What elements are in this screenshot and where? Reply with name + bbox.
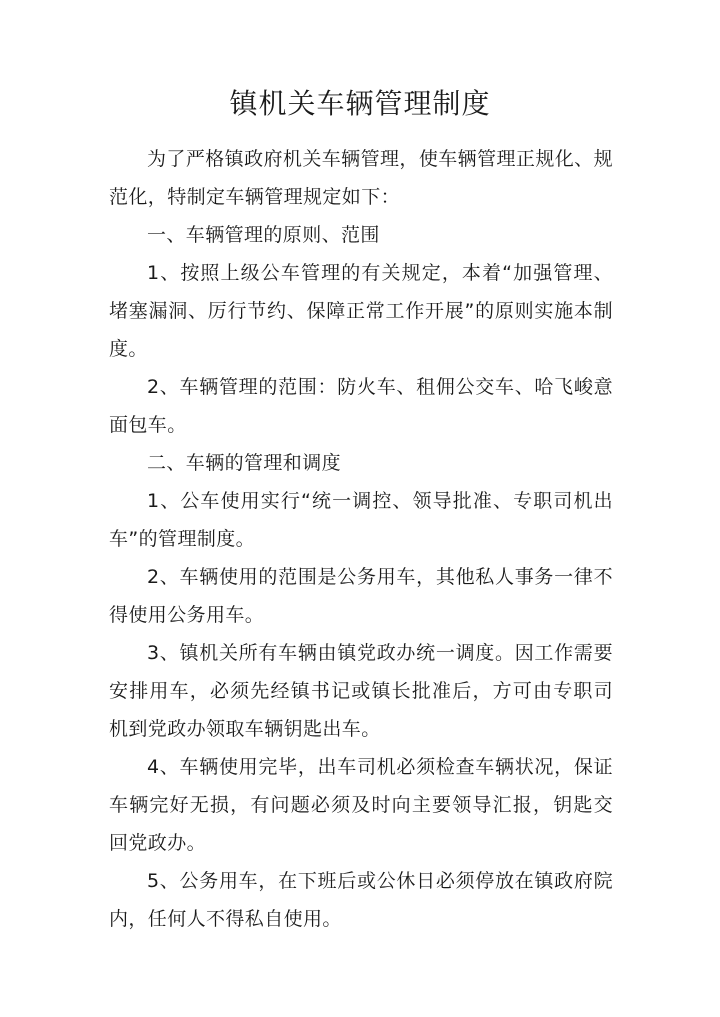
intro-paragraph: 为了严格镇政府机关车辆管理，使车辆管理正规化、规范化，特制定车辆管理规定如下： bbox=[109, 148, 613, 208]
section-1-item-1: 1、按照上级公车管理的有关规定，本着“加强管理、堵塞漏洞、厉行节约、保障正常工作开展”的原则实施本制度。 bbox=[109, 262, 613, 360]
section-1-item-2: 2、车辆管理的范围：防火车、租佣公交车、哈飞峻意面包车。 bbox=[109, 376, 613, 436]
document-body bbox=[109, 140, 613, 938]
section-2-item-1: 1、公车使用实行“统一调控、领导批准、专职司机出车”的管理制度。 bbox=[109, 490, 613, 550]
section-2-item-2: 2、车辆使用的范围是公务用车，其他私人事务一律不得使用公务用车。 bbox=[109, 566, 613, 626]
section-2-item-5: 5、公务用车，在下班后或公休日必须停放在镇政府院内，任何人不得私自使用。 bbox=[109, 870, 613, 930]
section-2-item-3: 3、镇机关所有车辆由镇党政办统一调度。因工作需要安排用车，必须先经镇书记或镇长批准后，方可由专职司机到党政办领取车辆钥匙出车。 bbox=[109, 642, 613, 740]
section-2-item-4: 4、车辆使用完毕，出车司机必须检查车辆状况，保证车辆完好无损，有问题必须及时向主要领导汇报，钥匙交回党政办。 bbox=[109, 756, 613, 854]
section-1-heading: 一、车辆管理的原则、范围 bbox=[147, 224, 380, 246]
document-title: 镇机关车辆管理制度 bbox=[229, 87, 491, 120]
section-2-heading: 二、车辆的管理和调度 bbox=[147, 452, 342, 474]
